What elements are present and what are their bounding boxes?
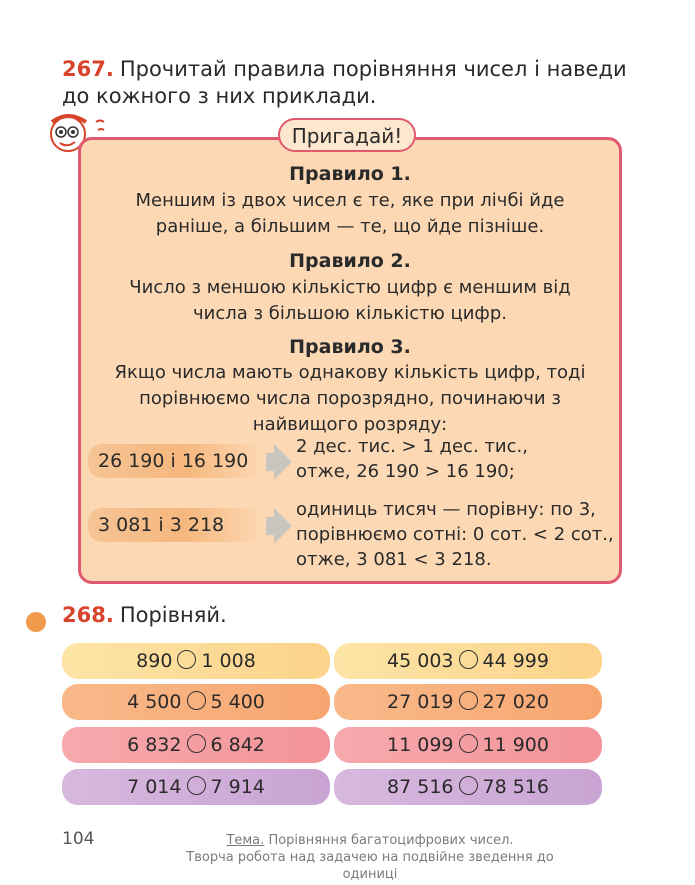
compare-pill (62, 727, 330, 763)
footer-topic (160, 832, 580, 883)
arrow-right-icon (274, 508, 292, 544)
compare-circle-input[interactable] (459, 734, 478, 753)
compare-a: 27 019 (387, 691, 454, 713)
topic-text: Порівняння багатоцифрових чисел. (268, 833, 514, 848)
task-267-text: Прочитай правила порівняння чисел і наведи до кожного з них приклади. (62, 57, 627, 108)
compare-a: 890 (136, 650, 173, 672)
compare-pill (62, 643, 330, 679)
compare-b: 6 842 (210, 734, 265, 756)
rule-3-text: Якщо числа мають однакову кількість цифр, тоді порівнюємо числа порозрядно, починаючи з найвищого розряду: (114, 362, 586, 435)
rule-3-title: Правило 3. (289, 336, 411, 358)
task-268-number: 268. (62, 603, 114, 627)
compare-pill (62, 769, 330, 805)
compare-circle-input[interactable] (187, 776, 206, 795)
compare-a: 87 516 (387, 776, 454, 798)
compare-b: 5 400 (210, 691, 265, 713)
compare-a: 11 099 (387, 734, 454, 756)
compare-pill (62, 684, 330, 720)
example-1-numbers: 26 190 і 16 190 (88, 444, 264, 478)
example-1-line-2: отже, 26 190 > 16 190; (296, 461, 515, 482)
compare-pill (334, 643, 602, 679)
compare-a: 45 003 (387, 650, 454, 672)
compare-circle-input[interactable] (187, 691, 206, 710)
compare-b: 11 900 (482, 734, 549, 756)
compare-b: 27 020 (482, 691, 549, 713)
compare-pill (334, 727, 602, 763)
compare-circle-input[interactable] (459, 650, 478, 669)
compare-a: 6 832 (127, 734, 182, 756)
remember-label: Пригадай! (278, 118, 416, 152)
example-2-numbers: 3 081 і 3 218 (88, 508, 264, 542)
example-1-line-1: 2 дес. тис. > 1 дес. тис., (296, 436, 528, 457)
rule-2-title: Правило 2. (289, 250, 411, 272)
rule-2-text: Число з меншою кількістю цифр є меншим від числа з більшою кількістю цифр. (129, 277, 571, 324)
example-2-line-2: порівнюємо сотні: 0 сот. < 2 сот., (296, 524, 614, 545)
example-2-line-3: отже, 3 081 < 3 218. (296, 549, 492, 570)
compare-b: 78 516 (482, 776, 549, 798)
task-267-number: 267. (62, 57, 114, 81)
compare-b: 7 914 (210, 776, 265, 798)
example-2-line-1: одиниць тисяч — порівну: по 3, (296, 499, 596, 520)
rule-1-title: Правило 1. (289, 163, 411, 185)
task-267 (62, 56, 642, 110)
compare-circle-input[interactable] (459, 691, 478, 710)
example-2-explanation (296, 497, 614, 572)
thinking-face-icon (26, 612, 46, 632)
compare-pill (334, 684, 602, 720)
compare-circle-input[interactable] (177, 650, 196, 669)
page-number: 104 (62, 829, 95, 849)
compare-circle-input[interactable] (459, 776, 478, 795)
compare-b: 1 008 (201, 650, 256, 672)
compare-a: 4 500 (127, 691, 182, 713)
compare-b: 44 999 (482, 650, 549, 672)
task-268-text: Порівняй. (119, 603, 227, 627)
example-1-explanation (296, 434, 528, 484)
compare-a: 7 014 (127, 776, 182, 798)
topic-label: Тема. (226, 833, 265, 848)
topic-line-2: Творча робота над задачею на подвійне зведення до одиниці (186, 850, 554, 882)
compare-pill (334, 769, 602, 805)
rule-1-text: Меншим із двох чисел є те, яке при лічбі йде раніше, а більшим — те, що йде пізніше. (135, 190, 565, 237)
compare-circle-input[interactable] (187, 734, 206, 753)
arrow-right-icon (274, 444, 292, 480)
task-268 (62, 603, 227, 627)
